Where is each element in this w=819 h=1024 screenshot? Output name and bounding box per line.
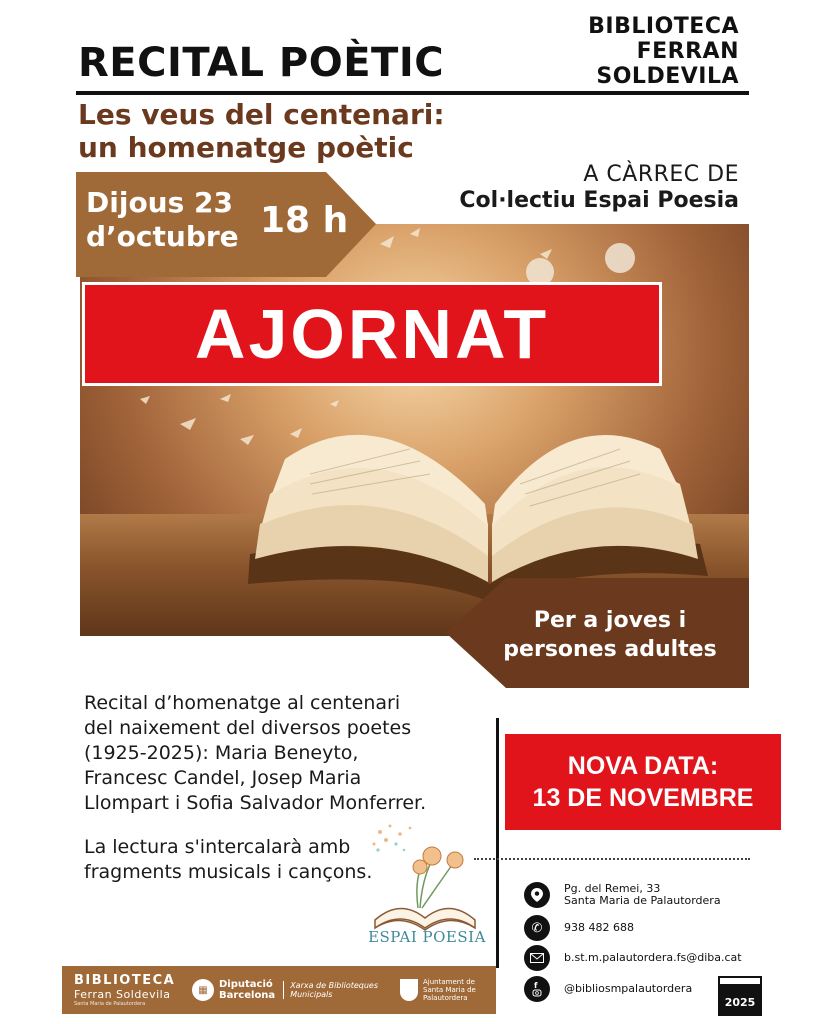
event-type-title: RECITAL POÈTIC — [78, 40, 445, 86]
ajunt-line2: Santa Maria de — [423, 986, 476, 994]
audience-line2: persones adultes — [503, 637, 717, 662]
description-line: Llompart i Sofia Salvador Monferrer. — [84, 792, 427, 814]
header-divider — [76, 91, 749, 95]
svg-text:f: f — [534, 981, 538, 990]
facebook-instagram-icon — [524, 976, 550, 1002]
email-address[interactable]: b.st.m.palautordera.fs@diba.cat — [564, 951, 742, 964]
footer-library-line3: Santa Maria de Palautordera — [74, 1001, 146, 1007]
ajunt-line3: Palautordera — [423, 994, 468, 1002]
event-subtitle-line1: Les veus del centenari: — [78, 98, 445, 131]
diputacio-line2: Barcelona — [219, 990, 276, 1001]
event-time: 18 h — [260, 200, 349, 241]
audience-text — [480, 606, 740, 664]
organizer-label: A CÀRREC DE — [583, 162, 739, 187]
xarxa-line1: Xarxa de Biblioteques — [290, 981, 379, 990]
address-line1: Pg. del Remei, 33 — [564, 882, 661, 895]
footer-diputacio-logo — [192, 979, 275, 1001]
footer-ajuntament-logo — [400, 978, 476, 1002]
description-line: Francesc Candel, Josep Maria — [84, 767, 362, 789]
contact-email — [524, 945, 742, 971]
ajunt-line1: Ajuntament de — [423, 978, 475, 986]
contact-address — [524, 882, 721, 908]
postponed-banner — [82, 282, 662, 386]
vertical-divider — [496, 718, 499, 968]
event-description-music — [84, 835, 404, 885]
footer-xarxa — [283, 981, 378, 999]
espai-poesia-label: ESPAI POESIA — [368, 928, 486, 946]
phone-icon: ✆ — [524, 915, 550, 941]
description-line: del naixement del diversos poetes — [84, 717, 412, 739]
event-subtitle-line2: un homenatge poètic — [78, 131, 414, 164]
footer-library-line2: Ferran Soldevila — [74, 988, 171, 1001]
description-line: Recital d’homenatge al centenari — [84, 692, 401, 714]
new-date-banner — [503, 732, 783, 832]
calendar-icon — [720, 978, 760, 1014]
social-handle[interactable]: @bibliosmpalautordera — [564, 982, 693, 995]
description-line: (1925-2025): Maria Beneyto, — [84, 742, 359, 764]
phone-number[interactable]: 938 482 688 — [564, 921, 634, 934]
diputacio-line1: Diputació — [219, 979, 273, 990]
event-subtitle — [78, 98, 445, 164]
footer-library-line1: BIBLIOTECA — [74, 973, 176, 988]
library-name — [588, 14, 739, 89]
event-description — [84, 691, 474, 816]
footer-library-logo — [74, 973, 182, 1007]
event-date-line1: Dijous 23 — [86, 186, 233, 219]
audience-line1: Per a joves i — [533, 608, 687, 633]
event-date-line2: d’octubre — [86, 220, 239, 253]
description-line: La lectura s'intercalarà amb — [84, 836, 351, 858]
event-date — [86, 186, 239, 254]
new-date-value: 13 DE NOVEMBRE — [532, 784, 754, 812]
address-line2: Santa Maria de Palautordera — [564, 894, 721, 907]
diputacio-crest-icon: ▦ — [192, 979, 214, 1001]
library-name-line1: BIBLIOTECA — [588, 14, 739, 39]
xarxa-line2: Municipals — [290, 990, 333, 999]
location-pin-icon — [524, 882, 550, 908]
description-line: fragments musicals i cançons. — [84, 861, 373, 883]
year-label: 2025 — [724, 996, 756, 1009]
organizer-name: Col·lectiu Espai Poesia — [459, 188, 739, 213]
contact-phone — [524, 915, 634, 941]
new-date-label: NOVA DATA: — [567, 752, 719, 780]
library-name-line3: SOLDEVILA — [596, 64, 739, 89]
library-name-line2: FERRAN — [636, 39, 739, 64]
contact-social — [524, 976, 692, 1002]
postponed-label: AJORNAT — [194, 295, 550, 373]
footer-logos — [62, 966, 496, 1014]
envelope-icon — [524, 945, 550, 971]
dotted-divider — [474, 858, 750, 860]
ajuntament-shield-icon — [400, 979, 418, 1001]
